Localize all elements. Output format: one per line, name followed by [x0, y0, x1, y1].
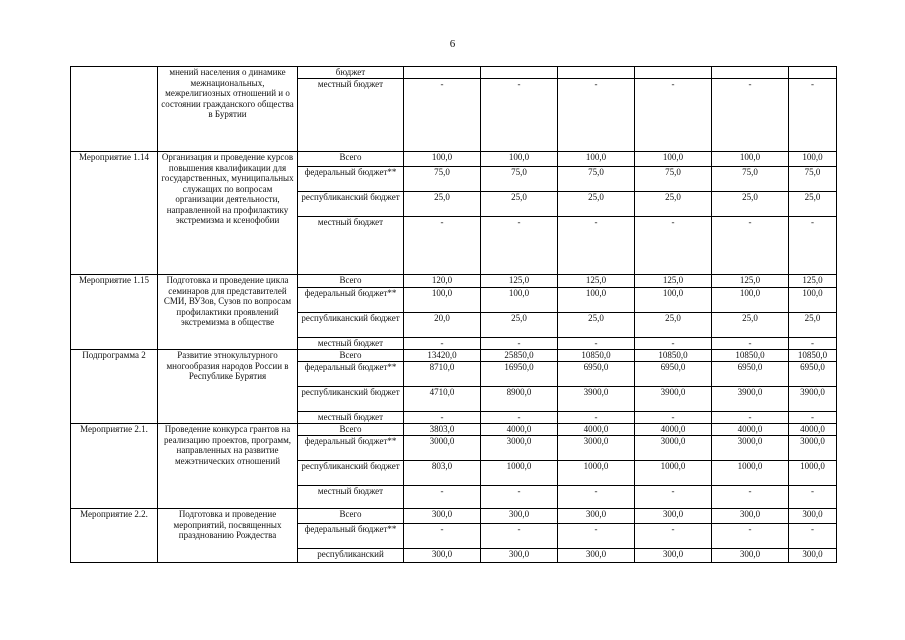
funding-source-cell: местный бюджет: [298, 217, 404, 275]
amount-cell: 300,0: [712, 549, 789, 563]
amount-cell: -: [789, 524, 837, 549]
amount-cell: 75,0: [635, 167, 712, 192]
amount-cell: 75,0: [789, 167, 837, 192]
amount-cell: -: [712, 524, 789, 549]
table-body: [71, 67, 837, 563]
funding-source-cell: местный бюджет: [298, 412, 404, 424]
amount-cell: [635, 67, 712, 79]
program-code-cell: Мероприятие 1.15: [71, 275, 158, 350]
amount-cell: 100,0: [481, 152, 558, 167]
table-row: [71, 152, 837, 167]
program-code-cell: Мероприятие 2.1.: [71, 424, 158, 509]
amount-cell: -: [404, 79, 481, 152]
amount-cell: 10850,0: [635, 350, 712, 362]
amount-cell: -: [481, 79, 558, 152]
amount-cell: 300,0: [635, 549, 712, 563]
amount-cell: 120,0: [404, 275, 481, 288]
amount-cell: -: [404, 524, 481, 549]
amount-cell: 6950,0: [635, 362, 712, 387]
program-code-cell: Мероприятие 1.14: [71, 152, 158, 275]
amount-cell: 25,0: [404, 192, 481, 217]
program-code-cell: [71, 67, 158, 152]
amount-cell: 125,0: [712, 275, 789, 288]
amount-cell: [481, 67, 558, 79]
amount-cell: 25,0: [481, 313, 558, 338]
program-name-cell: Подготовка и проведение мероприятий, посвященных празднованию Рождества: [158, 509, 298, 563]
amount-cell: 300,0: [481, 509, 558, 524]
amount-cell: 25,0: [481, 192, 558, 217]
amount-cell: 300,0: [404, 549, 481, 563]
amount-cell: -: [789, 79, 837, 152]
amount-cell: 25,0: [789, 192, 837, 217]
amount-cell: 25,0: [712, 192, 789, 217]
amount-cell: 1000,0: [558, 461, 635, 486]
amount-cell: 8900,0: [481, 387, 558, 412]
funding-source-cell: республиканский бюджет: [298, 387, 404, 412]
funding-source-cell: федеральный бюджет**: [298, 524, 404, 549]
amount-cell: 25,0: [789, 313, 837, 338]
amount-cell: -: [558, 338, 635, 350]
amount-cell: 25,0: [635, 192, 712, 217]
table-row: [71, 509, 837, 524]
amount-cell: 1000,0: [481, 461, 558, 486]
amount-cell: -: [481, 338, 558, 350]
amount-cell: 4000,0: [789, 424, 837, 436]
amount-cell: -: [712, 79, 789, 152]
amount-cell: 25850,0: [481, 350, 558, 362]
amount-cell: 25,0: [712, 313, 789, 338]
amount-cell: -: [558, 412, 635, 424]
amount-cell: -: [558, 79, 635, 152]
program-name-cell: Проведение конкурса грантов на реализацию проектов, программ, направленных на развитие межэтнических отношений: [158, 424, 298, 509]
amount-cell: 6950,0: [712, 362, 789, 387]
amount-cell: 100,0: [789, 288, 837, 313]
amount-cell: -: [789, 486, 837, 509]
funding-source-cell: федеральный бюджет**: [298, 288, 404, 313]
funding-source-cell: республиканский бюджет: [298, 192, 404, 217]
amount-cell: 25,0: [558, 313, 635, 338]
amount-cell: 300,0: [404, 509, 481, 524]
funding-source-cell: местный бюджет: [298, 486, 404, 509]
amount-cell: 4000,0: [558, 424, 635, 436]
amount-cell: 3000,0: [712, 436, 789, 461]
amount-cell: -: [558, 524, 635, 549]
amount-cell: [712, 67, 789, 79]
table-row: [71, 350, 837, 362]
amount-cell: 75,0: [712, 167, 789, 192]
funding-source-cell: федеральный бюджет**: [298, 436, 404, 461]
amount-cell: 4000,0: [635, 424, 712, 436]
amount-cell: 4000,0: [481, 424, 558, 436]
table-row: [71, 424, 837, 436]
amount-cell: 10850,0: [558, 350, 635, 362]
amount-cell: 4000,0: [712, 424, 789, 436]
amount-cell: -: [635, 486, 712, 509]
amount-cell: 13420,0: [404, 350, 481, 362]
amount-cell: 20,0: [404, 313, 481, 338]
amount-cell: 25,0: [558, 192, 635, 217]
amount-cell: 3803,0: [404, 424, 481, 436]
funding-source-cell: местный бюджет: [298, 79, 404, 152]
amount-cell: -: [404, 412, 481, 424]
amount-cell: 300,0: [481, 549, 558, 563]
amount-cell: 100,0: [635, 152, 712, 167]
amount-cell: 125,0: [558, 275, 635, 288]
amount-cell: 125,0: [789, 275, 837, 288]
amount-cell: -: [635, 524, 712, 549]
amount-cell: 3000,0: [635, 436, 712, 461]
funding-source-cell: федеральный бюджет**: [298, 362, 404, 387]
amount-cell: 100,0: [635, 288, 712, 313]
amount-cell: 125,0: [635, 275, 712, 288]
amount-cell: -: [558, 486, 635, 509]
amount-cell: 300,0: [558, 509, 635, 524]
amount-cell: 300,0: [635, 509, 712, 524]
amount-cell: -: [635, 338, 712, 350]
amount-cell: 1000,0: [635, 461, 712, 486]
funding-source-cell: республиканский бюджет: [298, 313, 404, 338]
amount-cell: -: [635, 79, 712, 152]
amount-cell: 10850,0: [789, 350, 837, 362]
amount-cell: 25,0: [635, 313, 712, 338]
amount-cell: 75,0: [404, 167, 481, 192]
program-code-cell: Мероприятие 2.2.: [71, 509, 158, 563]
amount-cell: 1000,0: [789, 461, 837, 486]
amount-cell: -: [712, 412, 789, 424]
amount-cell: 100,0: [558, 288, 635, 313]
funding-source-cell: Всего: [298, 424, 404, 436]
amount-cell: 300,0: [789, 509, 837, 524]
amount-cell: -: [789, 338, 837, 350]
funding-source-cell: республиканский бюджет: [298, 461, 404, 486]
amount-cell: 100,0: [712, 152, 789, 167]
amount-cell: -: [558, 217, 635, 275]
amount-cell: 100,0: [789, 152, 837, 167]
amount-cell: 3900,0: [789, 387, 837, 412]
amount-cell: 300,0: [712, 509, 789, 524]
program-name-cell: мнений населения о динамике межнациональных, межрелигиозных отношений и о состоянии гражданского общества в Бурятии: [158, 67, 298, 152]
amount-cell: 3000,0: [404, 436, 481, 461]
amount-cell: -: [404, 486, 481, 509]
amount-cell: 75,0: [558, 167, 635, 192]
funding-source-cell: Всего: [298, 152, 404, 167]
funding-source-cell: федеральный бюджет**: [298, 167, 404, 192]
program-name-cell: Организация и проведение курсов повышения квалификации для государственных, муниципальных служащих по вопросам организации деятельности, направленной на профилактику экстремизма и ксенофобии: [158, 152, 298, 275]
funding-source-cell: Всего: [298, 509, 404, 524]
amount-cell: 3000,0: [481, 436, 558, 461]
amount-cell: 8710,0: [404, 362, 481, 387]
amount-cell: -: [635, 217, 712, 275]
amount-cell: -: [481, 217, 558, 275]
amount-cell: 3900,0: [635, 387, 712, 412]
amount-cell: -: [635, 412, 712, 424]
program-name-cell: Подготовка и проведение цикла семинаров для представителей СМИ, ВУЗов, Сузов по вопросам профилактики проявлений экстремизма в обществе: [158, 275, 298, 350]
amount-cell: -: [712, 338, 789, 350]
funding-source-cell: бюджет: [298, 67, 404, 79]
amount-cell: [404, 67, 481, 79]
amount-cell: 100,0: [558, 152, 635, 167]
amount-cell: 803,0: [404, 461, 481, 486]
amount-cell: 10850,0: [712, 350, 789, 362]
page-number: 6: [449, 38, 456, 50]
amount-cell: -: [712, 217, 789, 275]
table-row: [71, 275, 837, 288]
amount-cell: 4710,0: [404, 387, 481, 412]
amount-cell: -: [481, 486, 558, 509]
amount-cell: [789, 67, 837, 79]
amount-cell: [558, 67, 635, 79]
amount-cell: -: [404, 217, 481, 275]
table-row: [71, 67, 837, 79]
amount-cell: -: [712, 486, 789, 509]
program-code-cell: Подпрограмма 2: [71, 350, 158, 424]
funding-source-cell: республиканский: [298, 549, 404, 563]
amount-cell: 6950,0: [558, 362, 635, 387]
amount-cell: -: [404, 338, 481, 350]
amount-cell: -: [481, 412, 558, 424]
amount-cell: 1000,0: [712, 461, 789, 486]
amount-cell: 3000,0: [789, 436, 837, 461]
amount-cell: 3900,0: [712, 387, 789, 412]
funding-source-cell: Всего: [298, 350, 404, 362]
funding-source-cell: местный бюджет: [298, 338, 404, 350]
budget-table: [70, 66, 837, 563]
amount-cell: 16950,0: [481, 362, 558, 387]
amount-cell: -: [789, 217, 837, 275]
amount-cell: 100,0: [404, 152, 481, 167]
amount-cell: 6950,0: [789, 362, 837, 387]
amount-cell: 75,0: [481, 167, 558, 192]
amount-cell: 100,0: [481, 288, 558, 313]
amount-cell: 125,0: [481, 275, 558, 288]
amount-cell: 3000,0: [558, 436, 635, 461]
amount-cell: 300,0: [558, 549, 635, 563]
program-name-cell: Развитие этнокультурного многообразия народов России в Республике Бурятия: [158, 350, 298, 424]
amount-cell: 3900,0: [558, 387, 635, 412]
amount-cell: -: [481, 524, 558, 549]
amount-cell: 100,0: [712, 288, 789, 313]
funding-source-cell: Всего: [298, 275, 404, 288]
amount-cell: -: [789, 412, 837, 424]
amount-cell: 300,0: [789, 549, 837, 563]
amount-cell: 100,0: [404, 288, 481, 313]
